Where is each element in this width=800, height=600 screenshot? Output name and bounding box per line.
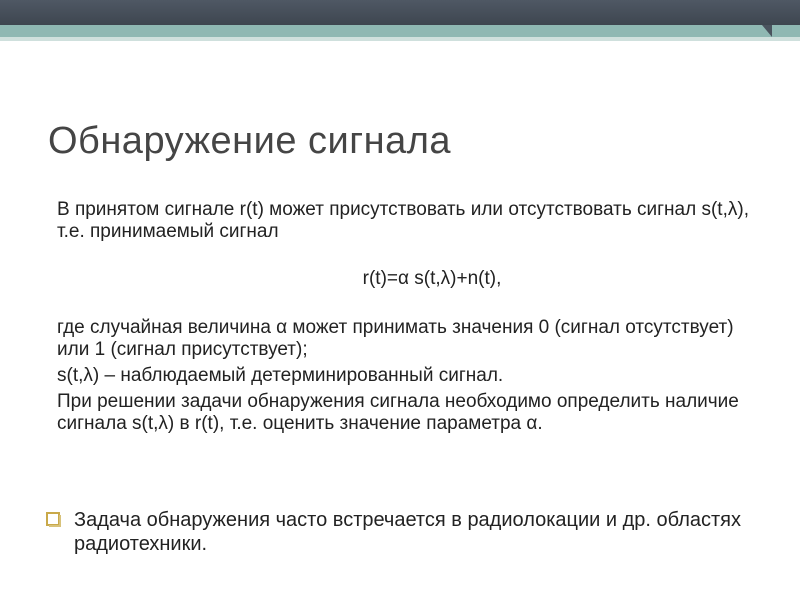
slide-body	[57, 199, 757, 435]
paragraph-alpha-values: где случайная величина α может принимать значения 0 (сигнал отсутствует) или 1 (сигнал присутствует);	[57, 317, 734, 360]
paragraph-intro: В принятом сигнале r(t) может присутствовать или отсутствовать сигнал s(t,λ), т.е. принимаемый сигнал	[57, 199, 749, 242]
paragraph-signal-definition: s(t,λ) – наблюдаемый детерминированный сигнал.	[57, 365, 504, 386]
corner-tab-decoration	[762, 25, 772, 37]
accent-bar	[0, 25, 800, 37]
paragraph-detection-task: При решении задачи обнаружения сигнала необходимо определить наличие сигнала s(t,λ) в r(t), т.е. оценить значение параметра α.	[57, 391, 739, 434]
accent-bar-light	[0, 37, 800, 41]
bullet-item	[46, 508, 766, 556]
hollow-square-bullet-icon	[46, 512, 61, 527]
slide-title: Обнаружение сигнала	[48, 120, 452, 162]
formula: r(t)=α s(t,λ)+n(t),	[362, 268, 502, 289]
bullet-text: Задача обнаружения часто встречается в радиолокации и др. областях радиотехники.	[74, 509, 741, 555]
top-decorative-bar	[0, 0, 800, 25]
